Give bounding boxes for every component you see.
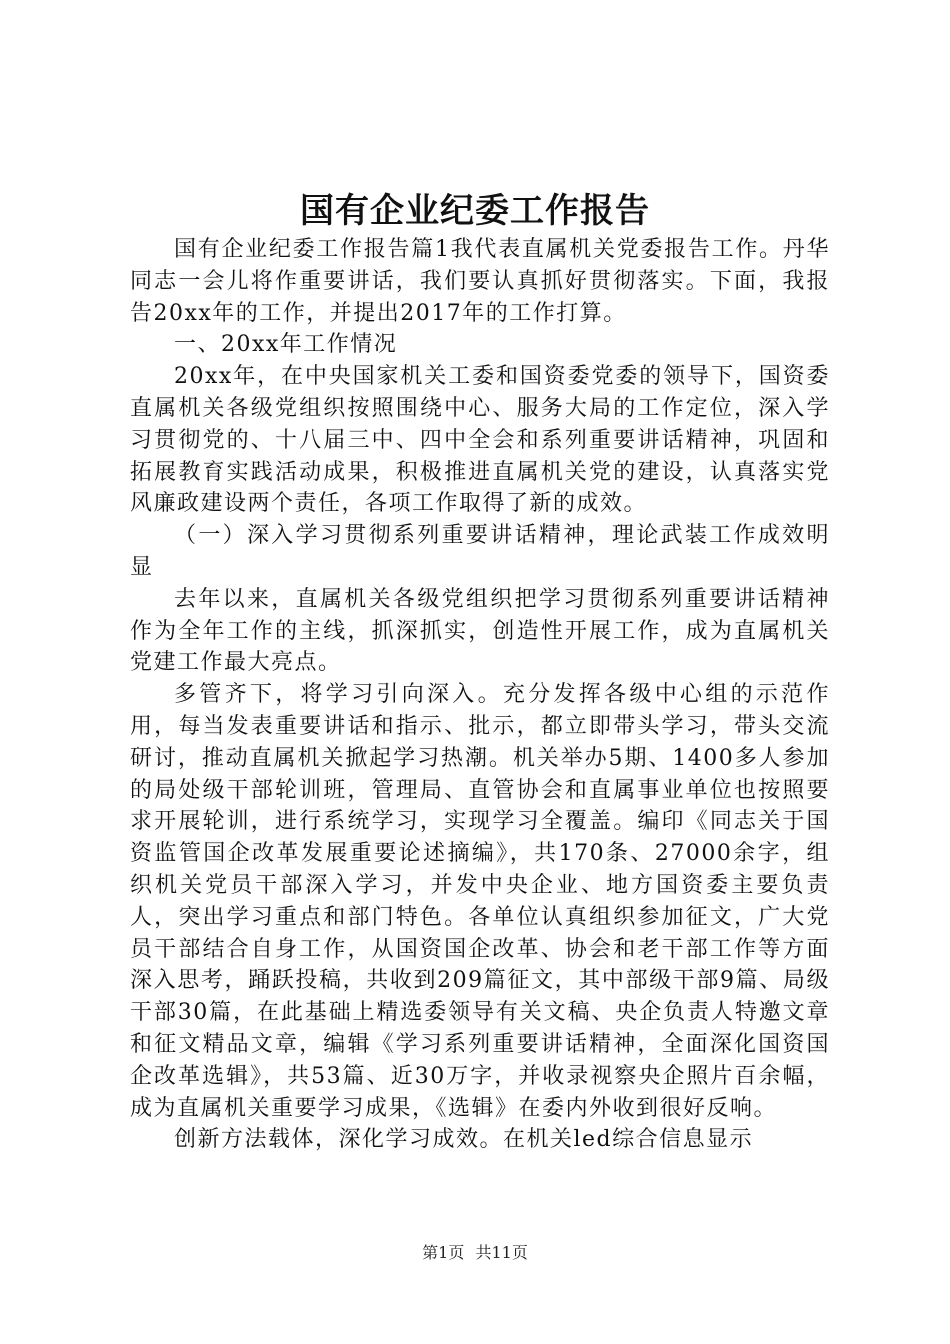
- paragraph-study-depth: 多管齐下，将学习引向深入。充分发挥各级中心组的示范作用，每当发表重要讲话和指示、批示，都立即带头学习，带头交流研讨，推动直属机关掀起学习热潮。机关举办5期、1400多人参加的局处级干部轮训班，管理局、直管协会和直属事业单位也按照要求开展轮训，进行系统学习，实现学习全覆盖。编印《同志关于国资监管国企改革发展重要论述摘编》，共170条、27000余字，组织机关党员干部深入学习，并发中央企业、地方国资委主要负责人，突出学习重点和部门特色。各单位认真组织参加征文，广大党员干部结合自身工作，从国资国企改革、协会和老干部工作等方面深入思考，踊跃投稿，共收到209篇征文，其中部级干部9篇、局级干部30篇，在此基础上精选委领导有关文稿、央企负责人特邀文章和征文精品文章，编辑《学习系列重要讲话精神，全面深化国资国企改革选辑》，共53篇、近30万字，并收录视察央企照片百余幅，成为直属机关重要学习成果，《选辑》在委内外收到很好反响。: [130, 682, 830, 1121]
- paragraph-overview: 20xx年，在中央国家机关工委和国资委党委的领导下，国资委直属机关各级党组织按照围绕中心、服务大局的工作定位，深入学习贯彻党的、十八届三中、四中全会和系列重要讲话精神，巩固和拓展教育实践活动成果，积极推进直属机关党的建设，认真落实党风廉政建设两个责任，各项工作取得了新的成效。: [130, 364, 830, 517]
- paragraph-study-mainline: 去年以来，直属机关各级党组织把学习贯彻系列重要讲话精神作为全年工作的主线，抓深抓实，创造性开展工作，成为直属机关党建工作最大亮点。: [130, 586, 830, 676]
- paragraph-method-innovation: 创新方法载体，深化学习成效。在机关led综合信息显示: [174, 1127, 754, 1153]
- document-body: [130, 234, 830, 1156]
- page-footer: [0, 1240, 950, 1263]
- section-heading-1: 一、20xx年工作情况: [174, 332, 398, 358]
- document-title: 国有企业纪委工作报告: [300, 191, 650, 231]
- page-total: 共11页: [475, 1243, 528, 1262]
- page-number: 第1页: [422, 1243, 465, 1262]
- subsection-heading-1: （一）深入学习贯彻系列重要讲话精神，理论武装工作成效明显: [130, 523, 830, 580]
- paragraph-intro: 国有企业纪委工作报告篇1我代表直属机关党委报告工作。丹华同志一会儿将作重要讲话，我们要认真抓好贯彻落实。下面，我报告20xx年的工作，并提出2017年的工作打算。: [130, 237, 830, 326]
